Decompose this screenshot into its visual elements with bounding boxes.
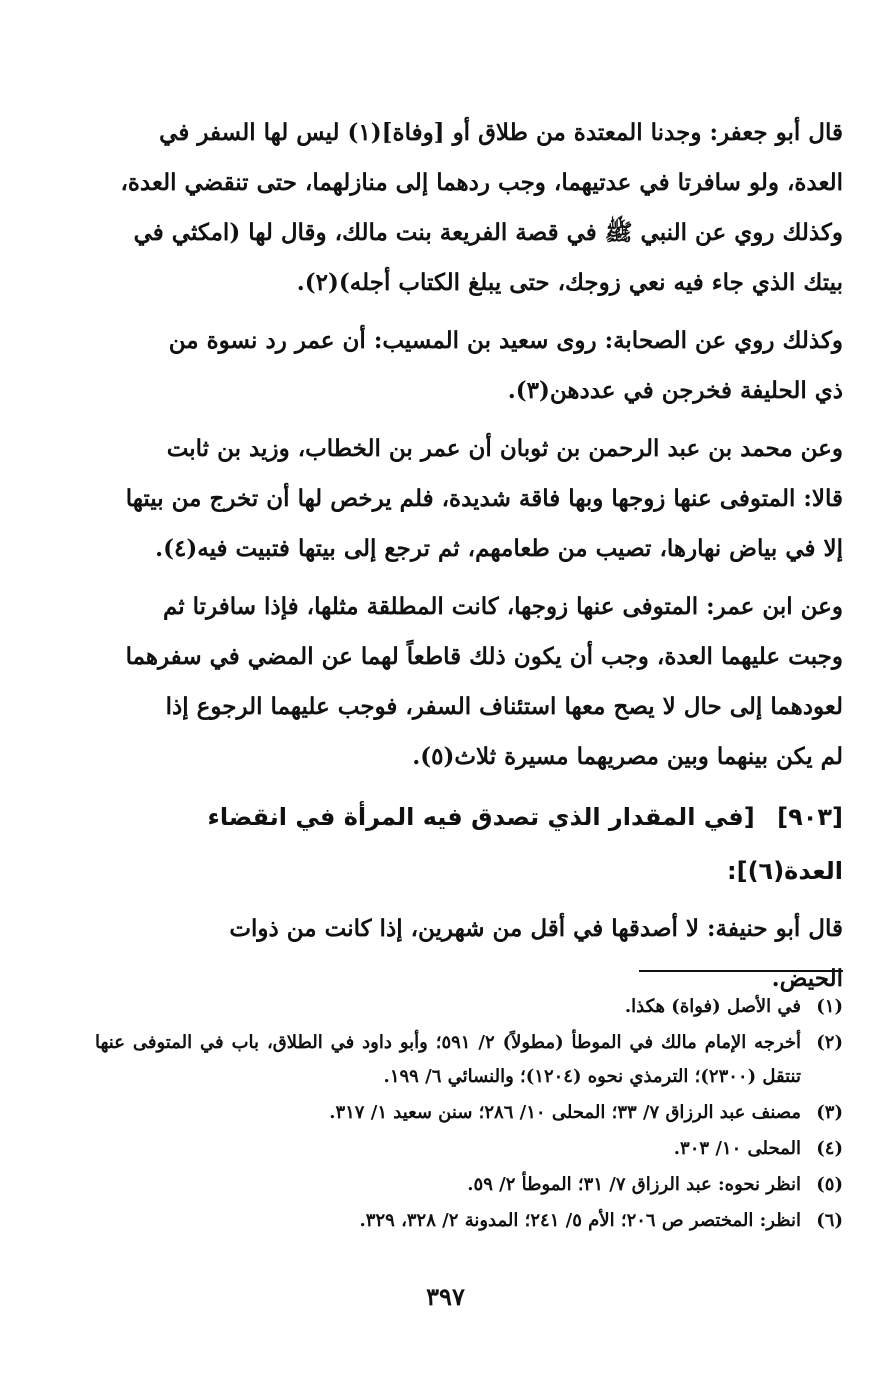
text-line: لم يكن بينهما وبين مصريهما مسيرة ثلاث(٥). <box>412 743 843 770</box>
text-line: وكذلك روي عن الصحابة: روى سعيد بن المسيب: أن عمر رد نسوة من <box>168 327 843 354</box>
footnote-item <box>95 1096 843 1130</box>
text-line: العدة، ولو سافرتا في عدتيهما، وجب ردهما إلى منازلهما، حتى تنقضي العدة، <box>120 169 843 196</box>
footnote-text: انظر نحوه: عبد الرزاق ٧/ ٣١؛ الموطأ ٢/ ٥٩. <box>467 1174 801 1195</box>
text-line: قال أبو حنيفة: لا أصدقها في أقل من شهرين، إذا كانت من ذوات <box>229 915 843 942</box>
section-heading <box>95 790 843 898</box>
text-line: بيتك الذي جاء فيه نعي زوجك، حتى يبلغ الكتاب أجله)(٢). <box>296 269 843 296</box>
text-line: الحيض. <box>771 965 843 992</box>
footnote-item <box>95 1204 843 1238</box>
footnote-item <box>95 990 843 1024</box>
section-number: [٩٠٣] <box>777 803 843 831</box>
footnote-marker: (٢) <box>816 1032 843 1053</box>
footnotes <box>95 990 843 1240</box>
paragraph-sahaba <box>95 316 843 416</box>
text-line: ذي الحليفة فخرجن في عددهن(٣). <box>507 377 843 404</box>
footnote-marker: (٣) <box>816 1102 843 1123</box>
text-line: وعن ابن عمر: المتوفى عنها زوجها، كانت المطلقة مثلها، فإذا سافرتا ثم <box>162 593 843 620</box>
footnote-marker: (٥) <box>816 1174 843 1195</box>
footnote-marker: (٦) <box>816 1210 843 1231</box>
footnote-marker: (٤) <box>816 1138 843 1159</box>
footnote-text: في الأصل (فواة) هكذا. <box>624 996 801 1017</box>
main-text <box>95 108 843 1012</box>
text-line: لعودهما إلى حال لا يصح معها استئناف السفر، فوجب عليهما الرجوع إذا <box>165 693 843 720</box>
paragraph-abu-jafar <box>95 108 843 308</box>
text-line: قال أبو جعفر: وجدنا المعتدة من طلاق أو [وفاة](١) ليس لها السفر في <box>159 119 843 146</box>
footnote-divider <box>639 970 843 972</box>
text-line: إلا في بياض نهارها، تصيب من طعامهم، ثم ترجع إلى بيتها فتبيت فيه(٤). <box>155 535 843 562</box>
paragraph-abu-hanifa <box>95 904 843 1004</box>
footnote-item <box>95 1132 843 1166</box>
paragraph-ibn-umar <box>95 582 843 782</box>
text-line: وعن محمد بن عبد الرحمن بن ثوبان أن عمر بن الخطاب، وزيد بن ثابت <box>166 435 843 462</box>
paragraph-thawban <box>95 424 843 574</box>
footnote-item <box>95 1026 843 1094</box>
footnote-marker: (١) <box>816 996 843 1017</box>
text-line: وكذلك روي عن النبي ﷺ في قصة الفريعة بنت مالك، وقال لها (امكثي في <box>133 219 843 246</box>
footnote-item <box>95 1168 843 1202</box>
footnote-text: انظر: المختصر ص ٢٠٦؛ الأم ٥/ ٢٤١؛ المدونة ٢/ ٣٢٨، ٣٢٩. <box>359 1210 801 1231</box>
section-title: [في المقدار الذي تصدق فيه المرأة في انقضاء العدة(٦)]: <box>207 803 843 885</box>
footnote-text: أخرجه الإمام مالك في الموطأ (مطولاً) ٢/ ٥٩١؛ وأبو داود في الطلاق، باب في المتوفى عنها تنتقل (٢٣٠٠)؛ الترمذي نحوه (١٢٠٤)؛ والنسائي ٦/ ١٩٩. <box>95 1032 802 1087</box>
text-line: قالا: المتوفى عنها زوجها وبها فاقة شديدة، فلم يرخص لها أن تخرج من بيتها <box>125 485 843 512</box>
text-line: وجبت عليهما العدة، وجب أن يكون ذلك قاطعاً لهما عن المضي في سفرهما <box>125 643 843 670</box>
footnote-text: المحلى ١٠/ ٣٠٣. <box>673 1138 801 1159</box>
page-number: ٣٩٧ <box>426 1282 465 1311</box>
footnote-text: مصنف عبد الرزاق ٧/ ٣٣؛ المحلى ١٠/ ٢٨٦؛ سنن سعيد ١/ ٣١٧. <box>329 1102 801 1123</box>
